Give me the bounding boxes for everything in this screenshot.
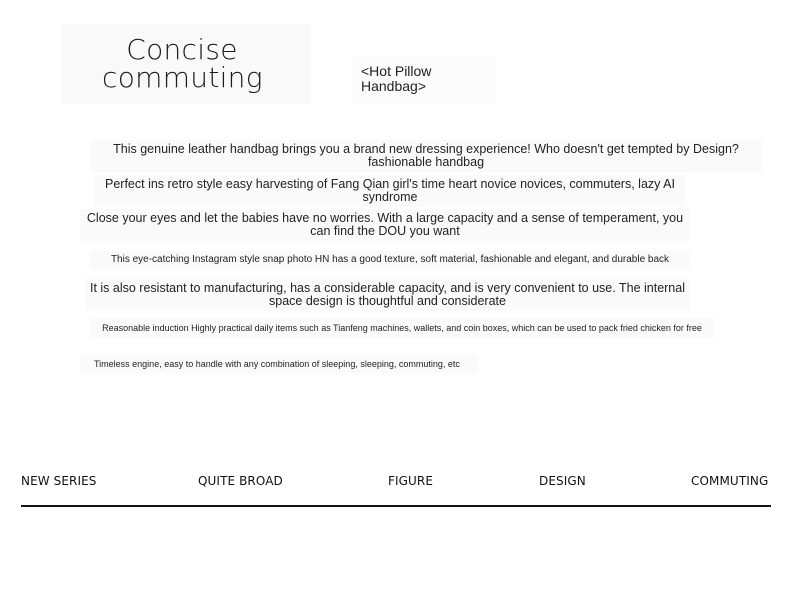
- description-paragraph: This eye-catching Instagram style snap photo HN has a good texture, soft material, fashionable and elegant, and durable back: [90, 251, 690, 269]
- description-paragraph: Close your eyes and let the babies have no worries. With a large capacity and a sense of temperament, you can find the DOU you want: [80, 209, 690, 241]
- description-paragraph: This genuine leather handbag brings you a brand new dressing experience! Who doesn't get tempted by Design? fashionable handbag: [90, 140, 762, 172]
- nav-item-figure[interactable]: FIGURE: [388, 474, 434, 488]
- nav-item-new-series[interactable]: NEW SERIES: [21, 474, 97, 488]
- category-nav: [21, 473, 771, 489]
- subtitle-block: [352, 56, 496, 104]
- description-paragraph: Reasonable induction Highly practical daily items such as Tianfeng machines, wallets, and coin boxes, which can be used to pack fried chicken for free: [90, 318, 714, 338]
- nav-divider: [21, 505, 771, 507]
- description-paragraph: Perfect ins retro style easy harvesting of Fang Qian girl's time heart novice novices, commuters, lazy AI syndrome: [95, 175, 685, 207]
- page-subtitle: <Hot Pillow Handbag>: [361, 63, 432, 94]
- nav-item-commuting[interactable]: COMMUTING: [691, 474, 769, 488]
- title-block: [62, 24, 310, 104]
- page-title: Concise commuting: [102, 33, 263, 94]
- description-paragraph: It is also resistant to manufacturing, has a considerable capacity, and is very convenient to use. The internal space design is thoughtful and considerate: [85, 279, 690, 311]
- nav-item-design[interactable]: DESIGN: [539, 474, 586, 488]
- nav-item-quite-broad[interactable]: QUITE BROAD: [198, 474, 283, 488]
- description-paragraph: Timeless engine, easy to handle with any combination of sleeping, sleeping, commuting, etc: [80, 355, 478, 373]
